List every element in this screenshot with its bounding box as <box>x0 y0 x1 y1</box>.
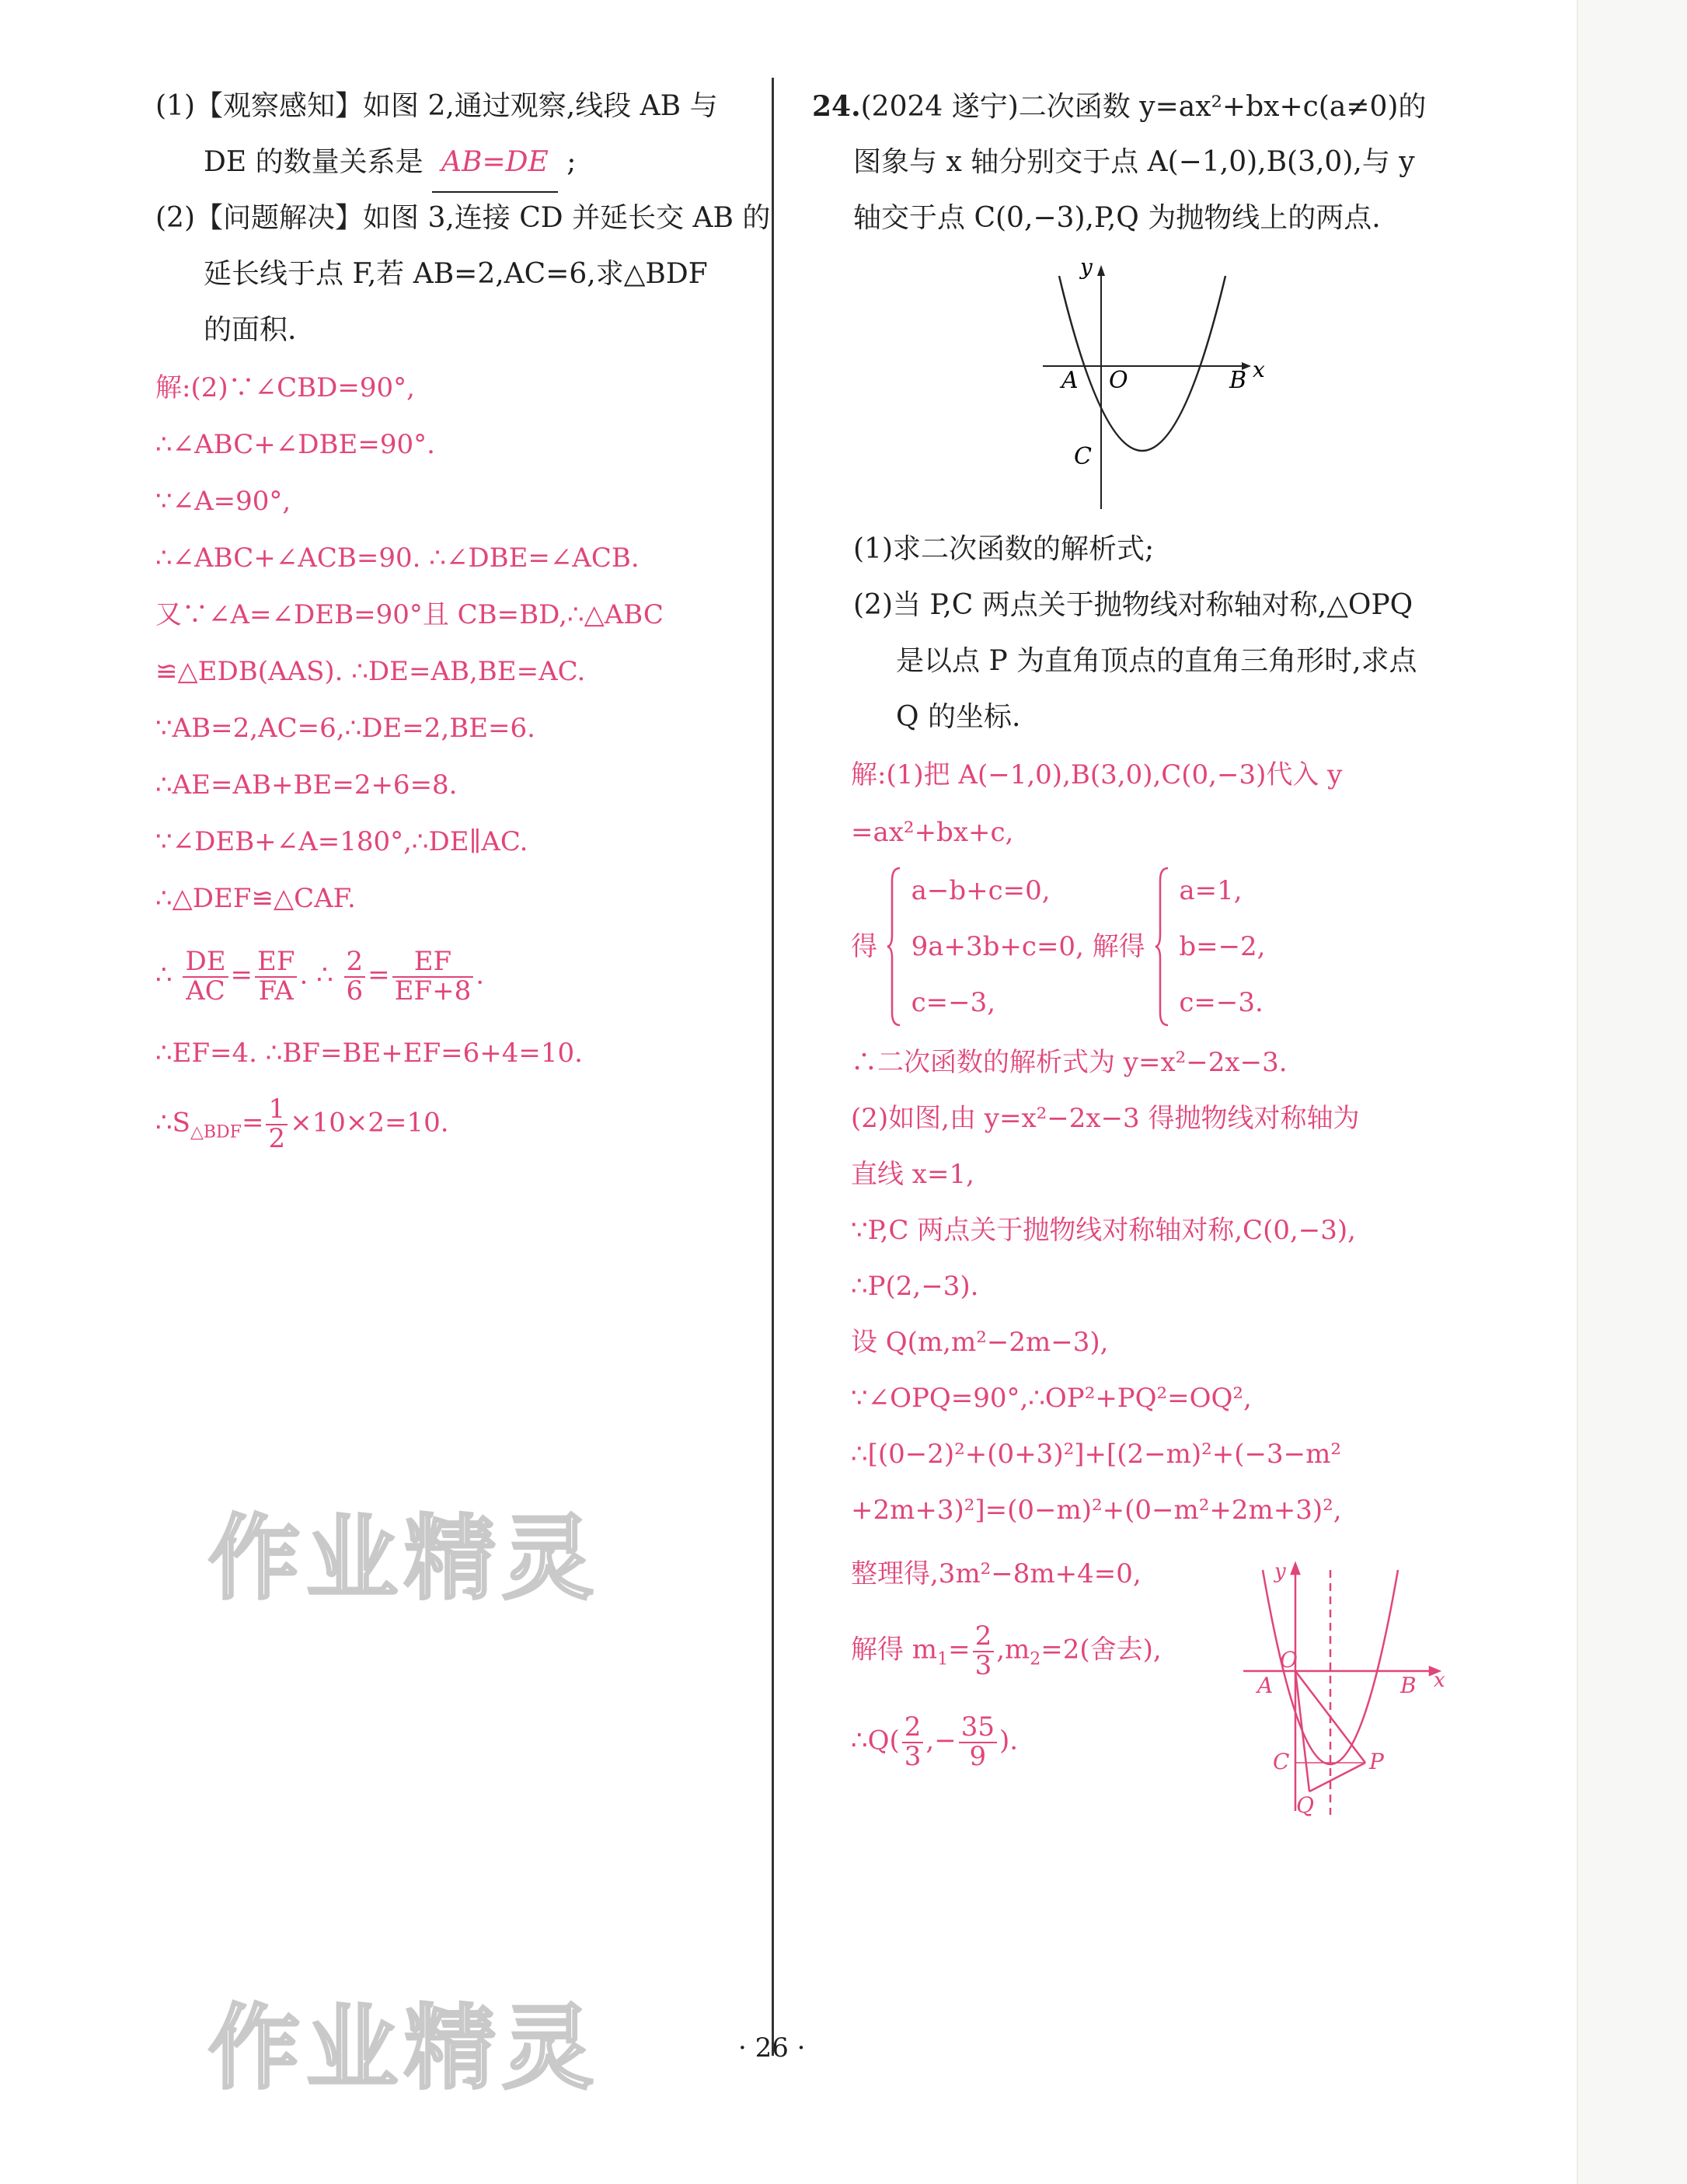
label-y: y <box>1080 254 1093 280</box>
label-A: A <box>1257 1673 1274 1698</box>
sol-line: ∴二次函数的解析式为 y=x²−2x−3. <box>851 1047 1288 1078</box>
system-right: a=1, b=−2, c=−3. <box>1179 875 1266 1018</box>
q2-line1: (2)【问题解决】如图 3,连接 CD 并延长交 AB 的 <box>155 202 771 234</box>
p1: (1)求二次函数的解析式; <box>853 533 1155 565</box>
sol-line: ∵∠OPQ=90°,∴OP²+PQ²=OQ², <box>851 1383 1252 1414</box>
q24-line3: 轴交于点 C(0,−3),P,Q 为抛物线上的两点. <box>853 202 1381 234</box>
label-x: x <box>1434 1669 1445 1692</box>
sol-line: ∴[(0−2)²+(0+3)²]+[(2−m)²+(−3−m² <box>851 1439 1341 1470</box>
sol-line: +2m+3)²]=(0−m)²+(0−m²+2m+3)², <box>851 1495 1342 1526</box>
left-brace-icon <box>1154 865 1171 1028</box>
fraction: $\frac{EF}{FA}$ <box>255 948 297 1005</box>
p2-line2: 是以点 P 为直角顶点的直角三角形时,求点 <box>896 645 1417 677</box>
label-C: C <box>1273 1749 1290 1774</box>
ratio-lead: ∴ <box>155 959 173 991</box>
q24-number: 24. <box>812 90 861 123</box>
label-A: A <box>1061 367 1079 394</box>
label-y: y <box>1274 1560 1286 1583</box>
q1-line2-suffix: ; <box>566 146 577 178</box>
left-brace-icon <box>886 865 903 1028</box>
watermark: 作业精灵 <box>208 1994 601 2102</box>
label-B: B <box>1400 1673 1417 1698</box>
sol-line: ∵P,C 两点关于抛物线对称轴对称,C(0,−3), <box>851 1215 1356 1246</box>
solution-line: ∴∠ABC+∠ACB=90. ∴∠DBE=∠ACB. <box>155 543 640 574</box>
page-number: · 26 · <box>738 2032 806 2064</box>
roots-line: 解得 $m_1=$ $\frac{2}{3}$ $,m_2=2$(舍去), <box>851 1621 1162 1681</box>
segment-OQ <box>1295 1671 1309 1792</box>
sol-line: 直线 x=1, <box>851 1159 974 1190</box>
q1-line2-prefix: DE 的数量关系是 <box>204 146 423 178</box>
page-edge <box>1577 0 1687 2184</box>
segment-PQ <box>1309 1763 1365 1792</box>
solution-line: ∵AB=2,AC=6,∴DE=2,BE=6. <box>155 713 535 744</box>
sol-line: ∴P(2,−3). <box>851 1271 979 1302</box>
q1-answer: AB=DE <box>441 146 549 178</box>
q24-line2: 图象与 x 轴分别交于点 A(−1,0),B(3,0),与 y <box>853 146 1415 178</box>
p2-line1: (2)当 P,C 两点关于抛物线对称轴对称,△OPQ <box>853 589 1413 621</box>
y-axis-arrow <box>1291 1564 1299 1574</box>
q-answer-line: ∴Q( $\frac{2}{3}$ ,− $\frac{35}{9}$ ). <box>851 1711 1019 1772</box>
fraction: $\frac{EF}{EF+8}$ <box>392 948 474 1005</box>
solution-line: ∴∠ABC+∠DBE=90°. <box>155 429 435 460</box>
q2-line2: 延长线于点 F,若 AB=2,AC=6,求△BDF <box>204 258 708 290</box>
sol-line: (2)如图,由 y=x²−2x−3 得抛物线对称轴为 <box>851 1103 1360 1134</box>
sol-line: 设 Q(m,m²−2m−3), <box>851 1327 1109 1358</box>
q1-line2 <box>204 134 576 193</box>
q1-answer-blank <box>432 134 558 193</box>
parabola-curve <box>1059 276 1225 451</box>
q24-line1: 24.(2024 遂宁)二次函数 y=ax²+bx+c(a≠0)的 <box>812 90 1427 123</box>
parabola-figure <box>1033 253 1267 517</box>
solution-line: 解:(2)∵∠CBD=90°, <box>155 372 415 403</box>
solution-line: ∵∠DEB+∠A=180°,∴DE∥AC. <box>155 826 528 857</box>
solution-line: ∴△DEF≌△CAF. <box>155 883 356 914</box>
area-line: $\therefore S_{\triangle BDF}=$ $\frac{1}{2}$ ×10×2=10. <box>155 1094 449 1154</box>
p2-line3: Q 的坐标. <box>896 701 1021 733</box>
q1-line1: (1)【观察感知】如图 2,通过观察,线段 AB 与 <box>155 90 718 122</box>
label-C: C <box>1074 443 1092 470</box>
solution-line: ∴AE=AB+BE=2+6=8. <box>155 769 458 801</box>
q2-line3: 的面积. <box>204 314 297 346</box>
column-divider <box>772 78 774 2056</box>
y-axis-arrow <box>1097 265 1105 276</box>
watermark: 作业精灵 <box>208 1505 601 1612</box>
fraction: $\frac{DE}{AC}$ <box>183 948 228 1005</box>
label-Q: Q <box>1296 1792 1314 1818</box>
ef-line: ∴EF=4. ∴BF=BE+EF=6+4=10. <box>155 1038 583 1069</box>
label-B: B <box>1229 367 1247 394</box>
fraction: $\frac{35}{9}$ <box>959 1714 997 1771</box>
ratio-line: ∴ $\frac{DE}{AC}$ = $\frac{EF}{FA}$ . ∴ $\frac{2}{6}$ = $\frac{EF}{EF+8}$ . <box>155 946 485 1007</box>
sol-line: 整理得,3m²−8m+4=0, <box>851 1558 1142 1589</box>
equation-system: 得 a−b+c=0, 9a+3b+c=0, c=−3, 解得 a=1, b=−2, c=−3. <box>851 863 1266 1031</box>
label-x: x <box>1253 357 1265 382</box>
sol-line: 解:(1)把 A(−1,0),B(3,0),C(0,−3)代入 y <box>851 759 1343 790</box>
solution-line: 又∵∠A=∠DEB=90°且 CB=BD,∴△ABC <box>155 599 664 630</box>
label-O: O <box>1280 1647 1298 1673</box>
fraction: $\frac{2}{6}$ <box>344 948 366 1005</box>
solution-line: ∵∠A=90°, <box>155 486 291 517</box>
fraction: $\frac{2}{3}$ <box>973 1623 995 1680</box>
fraction: $\frac{1}{2}$ <box>266 1096 288 1153</box>
parabola-solution-figure <box>1236 1554 1453 1819</box>
solution-line: ≌△EDB(AAS). ∴DE=AB,BE=AC. <box>155 656 586 687</box>
sol-line: =ax²+bx+c, <box>851 817 1014 848</box>
label-O: O <box>1109 367 1128 394</box>
fraction: $\frac{2}{3}$ <box>902 1714 924 1771</box>
label-P: P <box>1369 1749 1384 1774</box>
system-left: a−b+c=0, 9a+3b+c=0, c=−3, <box>911 875 1084 1018</box>
